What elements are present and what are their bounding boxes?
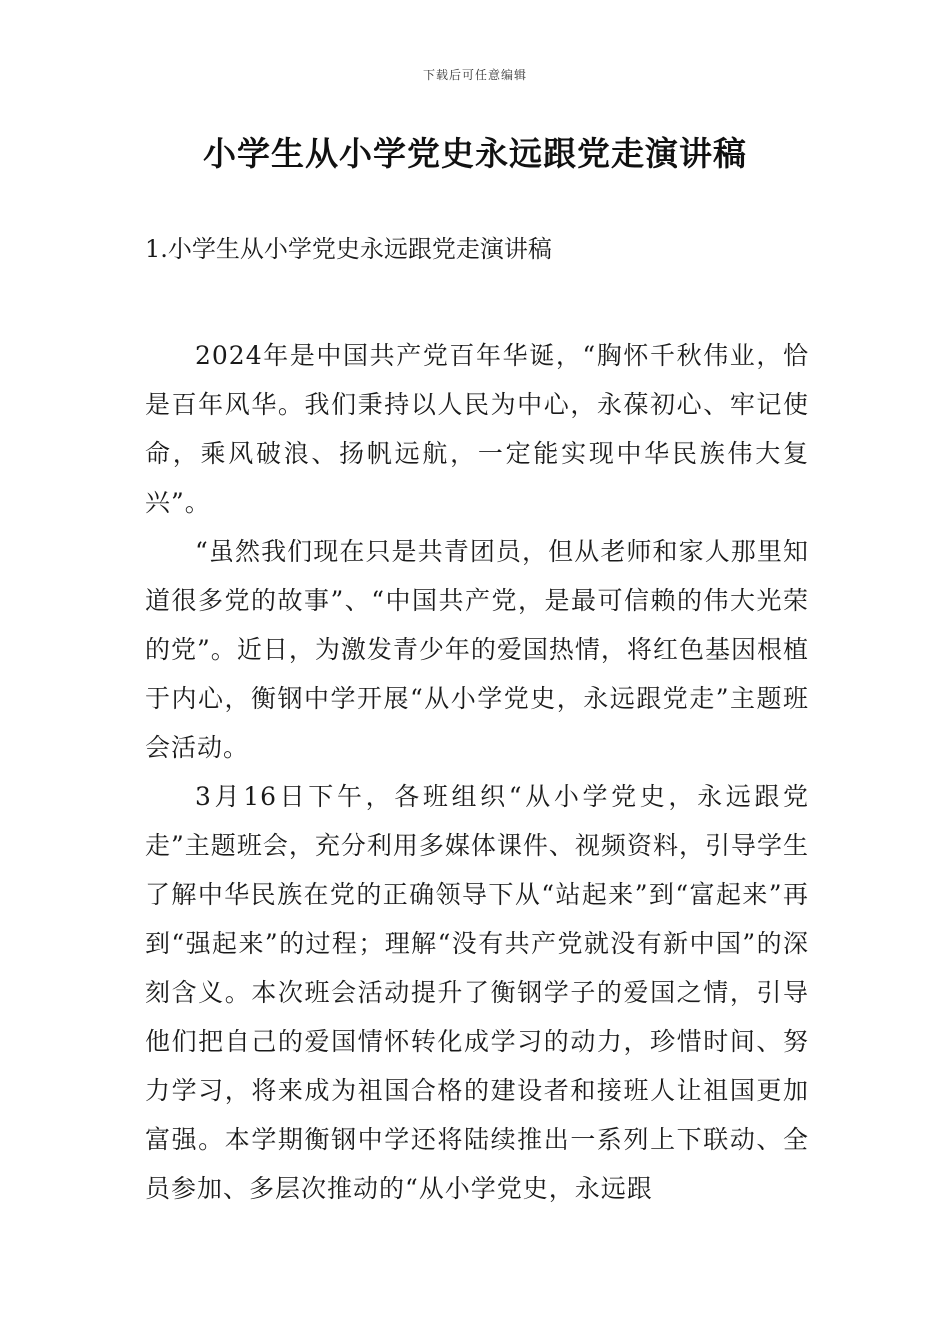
document-body xyxy=(145,331,809,1213)
header-note: 下载后可任意编辑 xyxy=(422,68,527,82)
section-heading: 1.小学生从小学党史永远跟党走演讲稿 xyxy=(145,235,552,263)
paragraph-1: 2024年是中国共产党百年华诞，“胸怀千秋伟业，恰是百年风华。我们秉持以人民为中心，永葆初心、牢记使命，乘风破浪、扬帆远航，一定能实现中华民族伟大复兴”。 xyxy=(145,341,809,517)
paragraph-3: 3月16日下午，各班组织“从小学党史，永远跟党走”主题班会，充分利用多媒体课件、视频资料，引导学生了解中华民族在党的正确领导下从“站起来”到“富起来”再到“强起来”的过程；理解“没有共产党就没有新中国”的深刻含义。本次班会活动提升了衡钢学子的爱国之情，引导他们把自己的爱国情怀转化成学习的动力，珍惜时间、努力学习，将来成为祖国合格的建设者和接班人让祖国更加富强。本学期衡钢中学还将陆续推出一系列上下联动、全员参加、多层次推动的“从小学党史，永远跟 xyxy=(145,782,809,1203)
document-title: 小学生从小学党史永远跟党走演讲稿 xyxy=(203,134,747,173)
paragraph-2: “虽然我们现在只是共青团员，但从老师和家人那里知道很多党的故事”、“中国共产党，是最可信赖的伟大光荣的党”。近日，为激发青少年的爱国热情，将红色基因根植于内心，衡钢中学开展“从小学党史，永远跟党走”主题班会活动。 xyxy=(145,537,809,762)
